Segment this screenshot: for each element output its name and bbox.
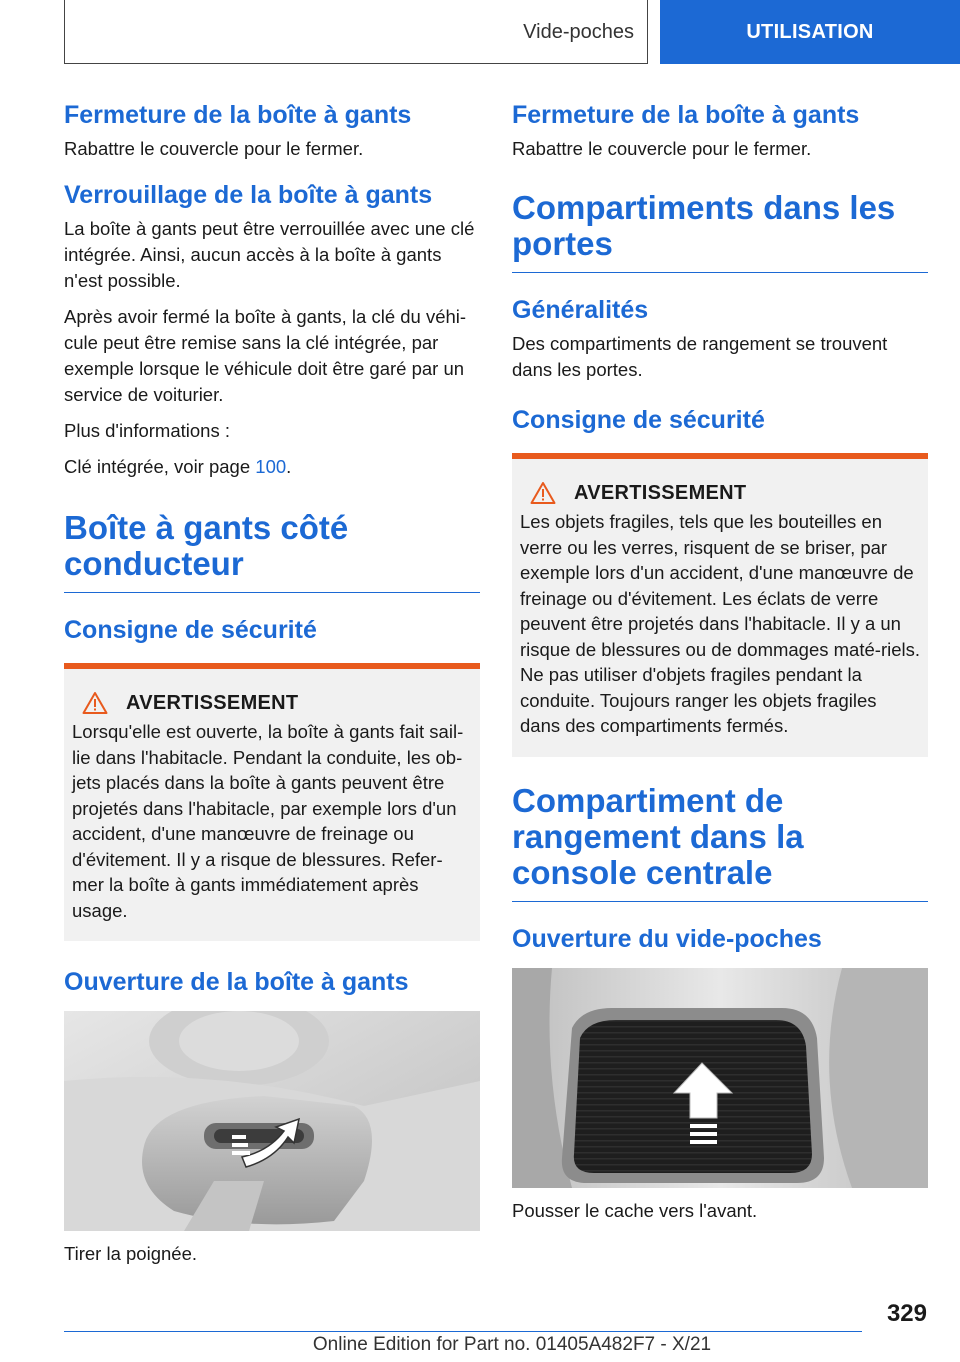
heading-safety-left: Consigne de sécurité [64, 616, 317, 644]
section-door-compartments [512, 190, 928, 273]
warning-box-right [512, 453, 928, 757]
header-section-title: Vide-poches [523, 20, 634, 43]
caption-open-glovebox: Tirer la poignée. [64, 1243, 197, 1264]
text-close-glovebox-right: Rabattre le couvercle pour le fermer. [512, 138, 812, 159]
text-lock-2: Après avoir fermé la boîte à gants, la clé du véhi-cule peut être remise sans la clé intégrée, par exemple lorsque le véhicule doit être garé par un service de voiturier. [64, 306, 467, 405]
text-general: Des compartiments de rangement se trouvent dans les portes. [512, 333, 888, 380]
warning-triangle-icon [530, 481, 556, 505]
heading-close-glovebox-right: Fermeture de la boîte à gants [512, 101, 860, 129]
section-center-console [512, 783, 928, 902]
heading-safety-right: Consigne de sécurité [512, 406, 765, 434]
heading-general: Généralités [512, 296, 649, 324]
warning-triangle-icon [82, 691, 108, 715]
warning-header-right [520, 481, 920, 505]
section-driver-glovebox [64, 510, 480, 593]
glovebox-handle-image [64, 1011, 480, 1231]
left-column [64, 100, 480, 1277]
warning-box-left [64, 663, 480, 941]
text-lock-4-prefix: Clé intégrée, voir page [64, 456, 256, 477]
heading-driver-glovebox: Boîte à gants côté conducteur [64, 509, 349, 582]
text-lock-4-suffix: . [286, 456, 292, 477]
header-chapter-tab[interactable]: UTILISATION [660, 0, 960, 64]
warning-text-left: Lorsqu'elle est ouverte, la boîte à gants fait sail-lie dans l'habitacle. Pendant la conduite, les ob-jets placés dans la boîte à gants peuvent être projetés dans l'habitacle, par exemple lors d'un accident, d'une manœuvre de freinage ou d'évitement. Il y a risque de blessures. Refer-mer la boîte à gants immédiatement après usage. [72, 721, 464, 921]
text-lock-3: Plus d'informations : [64, 420, 230, 441]
text-lock-4 [64, 454, 480, 480]
heading-lock-glovebox: Verrouillage de la boîte à gants [64, 181, 433, 209]
caption-open-tray: Pousser le cache vers l'avant. [512, 1199, 758, 1221]
text-close-glovebox: Rabattre le couvercle pour le fermer. [64, 138, 364, 159]
heading-open-glovebox: Ouverture de la boîte à gants [64, 968, 409, 996]
heading-close-glovebox: Fermeture de la boîte à gants [64, 101, 412, 129]
warning-label-left: AVERTISSEMENT [126, 691, 299, 714]
heading-open-tray: Ouverture du vide-poches [512, 924, 822, 953]
warning-label-right: AVERTISSEMENT [574, 481, 747, 504]
page-link-100[interactable]: 100 [255, 456, 287, 477]
console-tray-image [512, 968, 928, 1188]
footer-divider [64, 1331, 862, 1332]
heading-center-console: Compartiment de rangement dans la console centrale [512, 781, 804, 891]
right-column [512, 100, 928, 1234]
page-number: 329 [886, 1300, 927, 1327]
warning-header-left [72, 691, 472, 715]
footer-edition: Online Edition for Part no. 01405A482F7 - X/21 [312, 1334, 712, 1355]
warning-text-right: Les objets fragiles, tels que les bouteilles en verre ou les verres, risquent de se briser, par exemple lors d'un accident, d'une manœuvre de freinage ou d'évitement. Les éclats de verre peuvent être projetés dans l'habitacle. Il y a un risque de blessures ou de dommages maté-riels. Ne pas utiliser d'objets fragiles pendant la conduite. Toujours ranger les objets fragiles dans des compartiments fermés. [520, 511, 920, 736]
heading-door-compartments: Compartiments dans les portes [512, 189, 896, 262]
text-lock-1: La boîte à gants peut être verrouillée avec une clé intégrée. Ainsi, aucun accès à la boîte à gants n'est possible. [64, 218, 475, 291]
